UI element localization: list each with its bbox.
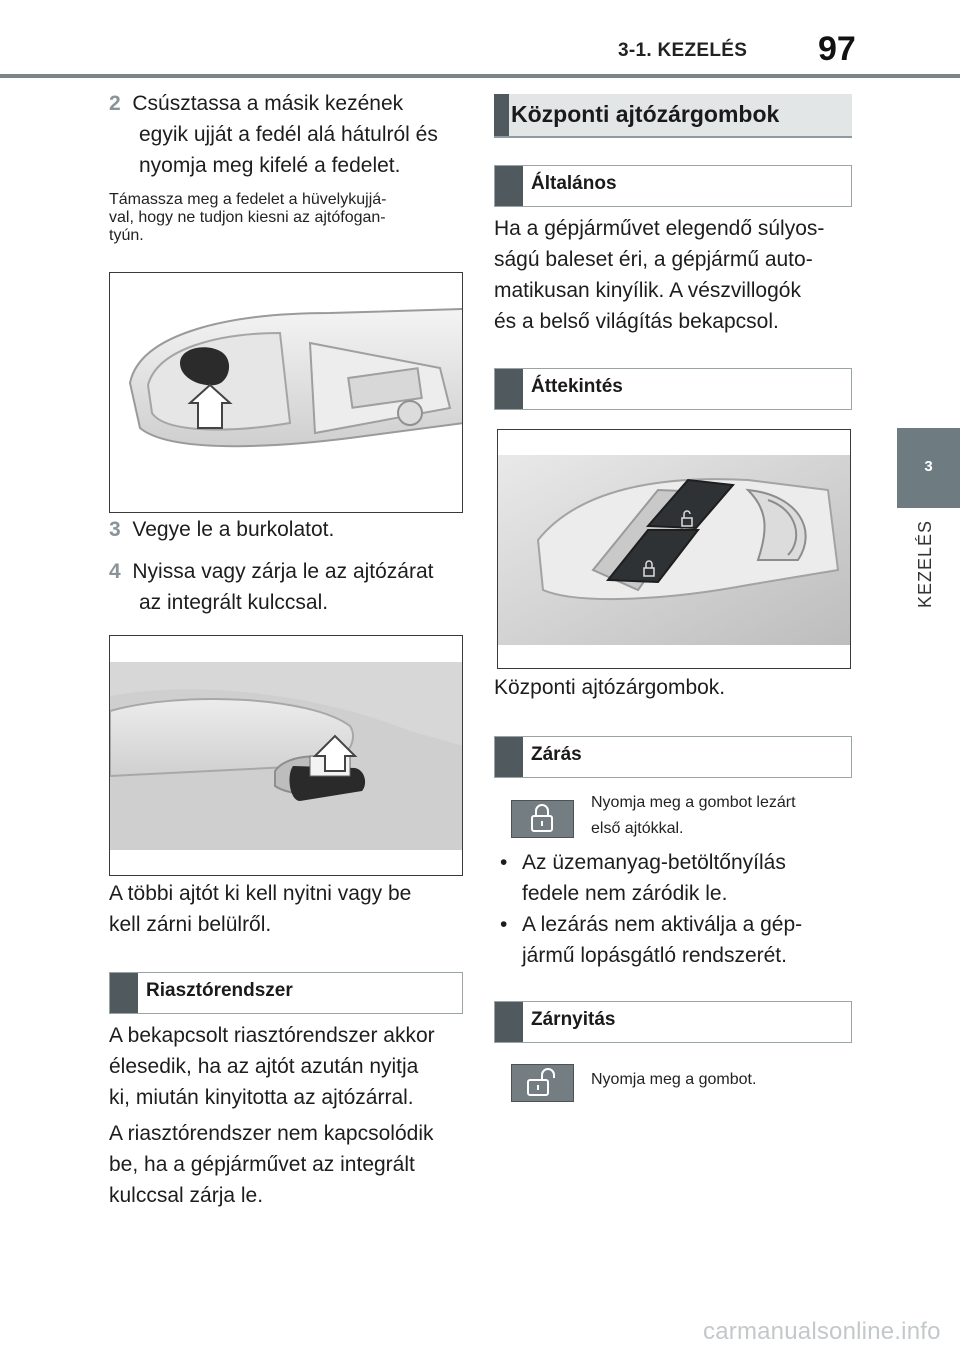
paragraph-line: be, ha a gépjárművet az integrált bbox=[109, 1153, 415, 1176]
heading-bar bbox=[495, 737, 523, 777]
unlock-description: Nyomja meg a gombot. bbox=[591, 1071, 757, 1088]
paragraph-line: A riasztórendszer nem kapcsolódik bbox=[109, 1122, 434, 1145]
lock-description bbox=[591, 792, 861, 839]
note-line: val, hogy ne tudjon kiesni az ajtófogan- bbox=[109, 209, 386, 226]
heading-general bbox=[494, 165, 852, 207]
watermark: carmanualsonline.info bbox=[703, 1318, 941, 1345]
step-3 bbox=[109, 514, 469, 545]
heading-bar bbox=[110, 973, 138, 1013]
running-header: 3-1. KEZELÉS bbox=[618, 40, 748, 61]
heading-bar bbox=[494, 94, 509, 136]
note-line: Támassza meg a fedelet a hüvelykujjá- bbox=[109, 191, 387, 208]
heading-alarm bbox=[109, 972, 463, 1014]
description-line: első ajtókkal. bbox=[591, 820, 684, 837]
page-number: 97 bbox=[818, 30, 856, 68]
heading-bar bbox=[495, 369, 523, 409]
paragraph-line: kell zárni belülről. bbox=[109, 913, 272, 936]
handle-cover-illustration bbox=[110, 273, 463, 513]
step-4 bbox=[109, 556, 469, 618]
paragraph-line: ságú baleset éri, a gépjármű auto- bbox=[494, 248, 813, 271]
heading-central-locking bbox=[494, 94, 852, 138]
chapter-tab-label-text: KEZELÉS bbox=[915, 520, 935, 609]
note-line: tyún. bbox=[109, 227, 144, 244]
heading-text: Riasztórendszer bbox=[146, 980, 293, 1001]
list-item-line: A lezárás nem aktiválja a gép- bbox=[522, 913, 803, 936]
bullet-marker: • bbox=[500, 913, 508, 936]
heading-text: Áttekintés bbox=[531, 376, 623, 397]
heading-unlock bbox=[494, 1001, 852, 1043]
paragraph-other-doors bbox=[109, 878, 469, 940]
bullet-marker: • bbox=[500, 851, 508, 874]
step-line: Nyissa vagy zárja le az ajtózárat bbox=[132, 560, 434, 583]
figure-handle-key bbox=[109, 635, 463, 876]
heading-text: Zárás bbox=[531, 744, 582, 765]
paragraph-line: és a belső világítás bekapcsol. bbox=[494, 310, 779, 333]
unlock-button-symbol bbox=[511, 1064, 574, 1102]
heading-text: Zárnyitás bbox=[531, 1009, 616, 1030]
step-2 bbox=[109, 88, 469, 181]
lock-icon bbox=[512, 801, 573, 837]
heading-overview bbox=[494, 368, 852, 410]
paragraph-alarm-2 bbox=[109, 1118, 469, 1211]
heading-lock bbox=[494, 736, 852, 778]
chapter-tab-label bbox=[903, 520, 953, 620]
unlock-icon bbox=[512, 1065, 573, 1101]
bullet-list bbox=[500, 847, 860, 971]
lock-button-symbol bbox=[511, 800, 574, 838]
paragraph-line: Ha a gépjárművet elegendő súlyos- bbox=[494, 217, 825, 240]
step-text: Vegye le a burkolatot. bbox=[132, 518, 335, 541]
heading-text: Általános bbox=[531, 173, 617, 194]
step-line: egyik ujját a fedél alá hátulról és bbox=[139, 123, 438, 146]
paragraph-general bbox=[494, 213, 864, 337]
list-item-line: jármű lopásgátló rendszerét. bbox=[522, 944, 787, 967]
paragraph-line: kulccsal zárja le. bbox=[109, 1184, 264, 1207]
note bbox=[109, 191, 469, 245]
list-item-line: Az üzemanyag-betöltőnyílás bbox=[522, 851, 786, 874]
step-line: Csúsztassa a másik kezének bbox=[132, 92, 404, 115]
paragraph-line: ki, miután kinyitotta az ajtózárral. bbox=[109, 1086, 414, 1109]
step-line: az integrált kulccsal. bbox=[139, 591, 329, 614]
heading-bar bbox=[495, 1002, 523, 1042]
paragraph-line: A többi ajtót ki kell nyitni vagy be bbox=[109, 882, 412, 905]
paragraph-line: élesedik, ha az ajtót azután nyitja bbox=[109, 1055, 419, 1078]
step-number: 3 bbox=[109, 518, 121, 541]
figure-lock-buttons bbox=[497, 429, 851, 669]
paragraph-alarm-1 bbox=[109, 1020, 469, 1113]
list-item bbox=[500, 909, 860, 971]
lock-buttons-illustration bbox=[498, 430, 851, 669]
list-item bbox=[500, 847, 860, 909]
paragraph-line: A bekapcsolt riasztórendszer akkor bbox=[109, 1024, 435, 1047]
handle-key-illustration bbox=[110, 636, 463, 876]
heading-bar bbox=[495, 166, 523, 206]
description-line: Nyomja meg a gombot lezárt bbox=[591, 794, 796, 811]
chapter-tab-number: 3 bbox=[924, 458, 933, 475]
paragraph-line: matikusan kinyílik. A vészvillogók bbox=[494, 279, 801, 302]
figure-caption: Központi ajtózárgombok. bbox=[494, 676, 726, 699]
heading-text: Központi ajtózárgombok bbox=[511, 101, 780, 127]
list-item-line: fedele nem záródik le. bbox=[522, 882, 728, 905]
step-number: 2 bbox=[109, 92, 121, 115]
header-rule bbox=[0, 74, 960, 78]
figure-handle-cover bbox=[109, 272, 463, 513]
step-line: nyomja meg kifelé a fedelet. bbox=[139, 154, 401, 177]
step-number: 4 bbox=[109, 560, 121, 583]
